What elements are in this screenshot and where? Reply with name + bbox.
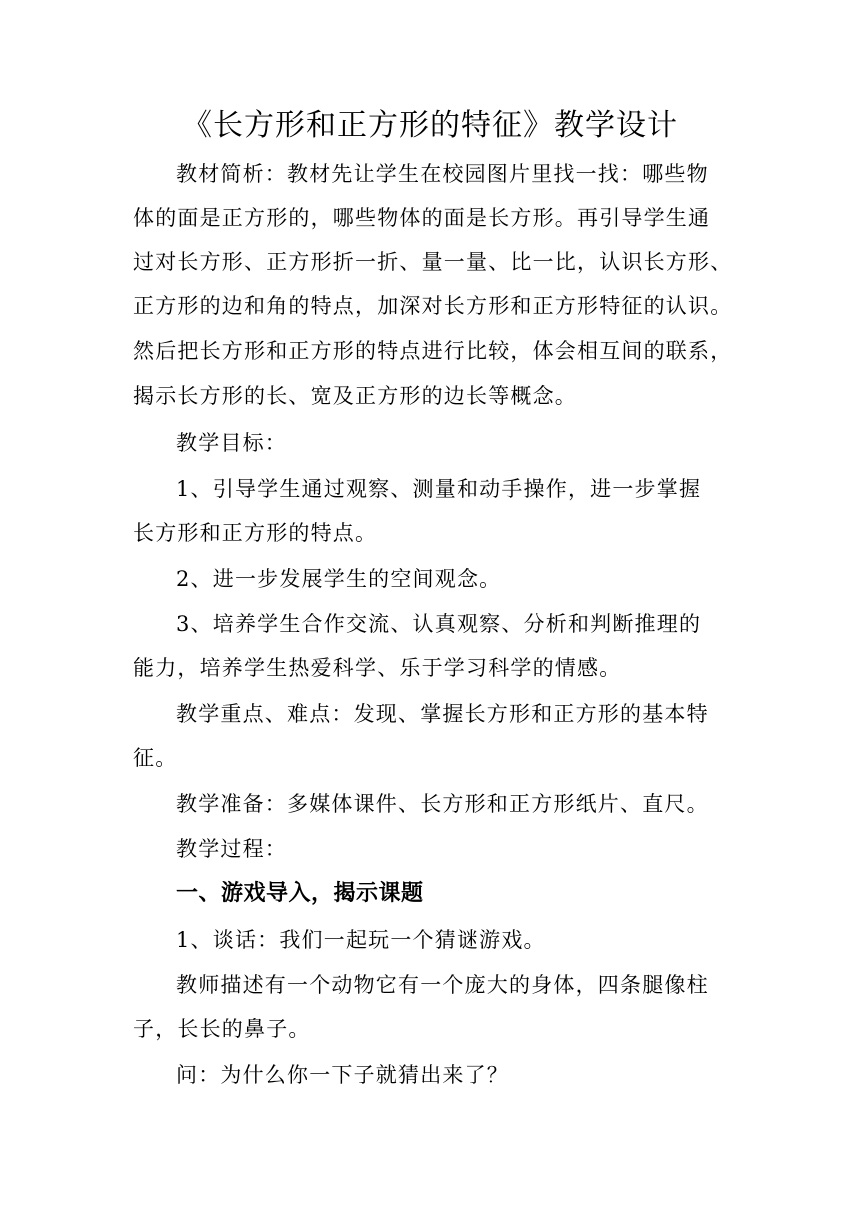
paragraph-line: 问：为什么你一下子就猜出来了？ bbox=[176, 1063, 509, 1087]
paragraph-line: 子，长长的鼻子。 bbox=[133, 1017, 311, 1041]
objective-item-continuation: 长方形和正方形的特点。 bbox=[133, 521, 378, 545]
section-heading: 一、游戏导入，揭示课题 bbox=[176, 881, 424, 906]
paragraph-line: 揭示长方形的长、宽及正方形的边长等概念。 bbox=[133, 384, 577, 408]
section-label: 教学目标： bbox=[176, 431, 287, 455]
paragraph-line: 体的面是正方形的，哪些物体的面是长方形。再引导学生通 bbox=[133, 206, 711, 230]
objective-item: 2、进一步发展学生的空间观念。 bbox=[176, 567, 502, 591]
paragraph-line: 正方形的边和角的特点，加深对长方形和正方形特征的认识。 bbox=[133, 294, 733, 318]
paragraph-line: 1、谈话：我们一起玩一个猜谜游戏。 bbox=[176, 928, 546, 952]
objective-item-continuation: 能力，培养学生热爱科学、乐于学习科学的情感。 bbox=[133, 656, 622, 680]
objective-item: 3、培养学生合作交流、认真观察、分析和判断推理的 bbox=[176, 612, 702, 636]
section-label: 教学过程： bbox=[176, 837, 287, 861]
objective-item: 1、引导学生通过观察、测量和动手操作，进一步掌握 bbox=[176, 477, 702, 501]
document-title: 《长方形和正方形的特征》教学设计 bbox=[182, 108, 678, 143]
paragraph-line: 然后把长方形和正方形的特点进行比较，体会相互间的联系， bbox=[133, 339, 733, 363]
paragraph-line: 教学准备：多媒体课件、长方形和正方形纸片、直尺。 bbox=[176, 792, 709, 816]
paragraph-line: 过对长方形、正方形折一折、量一量、比一比，认识长方形、 bbox=[133, 250, 733, 274]
paragraph-line: 征。 bbox=[133, 746, 178, 770]
paragraph-line: 教材简析：教材先让学生在校园图片里找一找：哪些物 bbox=[176, 162, 709, 186]
paragraph-line: 教学重点、难点：发现、掌握长方形和正方形的基本特 bbox=[176, 702, 709, 726]
paragraph-line: 教师描述有一个动物它有一个庞大的身体，四条腿像柱 bbox=[176, 973, 709, 997]
